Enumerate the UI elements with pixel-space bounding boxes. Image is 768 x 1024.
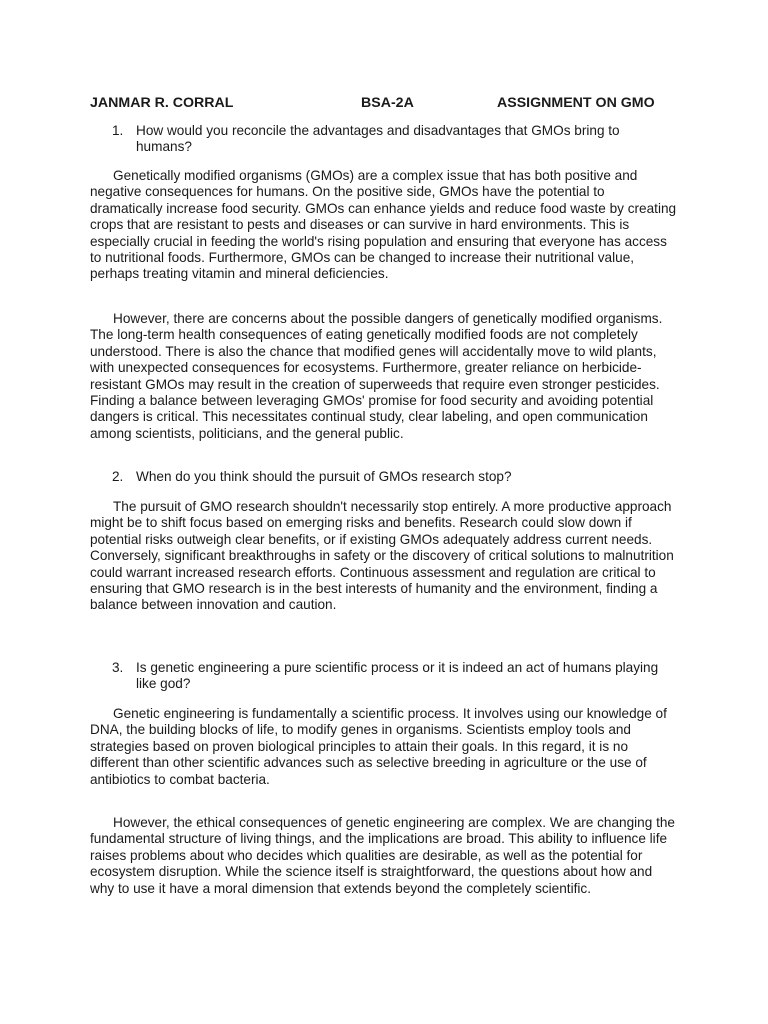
assignment-title: ASSIGNMENT ON GMO — [497, 95, 655, 111]
document-header — [90, 94, 690, 112]
answer-paragraph: Genetically modified organisms (GMOs) are a complex issue that has both positive and negative consequences for humans. On the positive side, GMOs have the potential to dramatically increase food security. GMOs can enhance yields and reduce food waste by creating crops that are resistant to pests and diseases or can survive in hard environments. This is especially crucial in feeding the world's rising population and ensuring that everyone has access to nutritional foods. Furthermore, GMOs can be changed to increase their nutritional value, perhaps treating vitamin and mineral deficiencies. — [90, 168, 677, 282]
question-number: 3. — [112, 660, 124, 675]
answer-paragraph: The pursuit of GMO research shouldn't necessarily stop entirely. A more productive approach might be to shift focus based on emerging risks and benefits. Research could slow down if potential risks outweigh clear benefits, or if existing GMOs adequately address current needs. Conversely, significant breakthroughs in safety or the discovery of critical solutions to malnutrition could warrant increased research efforts. Continuous assessment and regulation are critical to ensuring that GMO research is in the best interests of humanity and the environment, finding a balance between innovation and caution. — [90, 499, 674, 613]
answer-paragraph: However, there are concerns about the possible dangers of genetically modified organisms. The long-term health consequences of eating genetically modified foods are not completely understood. There is also the chance that modified genes will accidentally move to wild plants, with unexpected consequences for ecosystems. Furthermore, greater reliance on herbicide-resistant GMOs may result in the creation of superweeds that require even stronger pesticides. Finding a balance between leveraging GMOs' promise for food security and avoiding potential dangers is critical. This necessitates continual study, clear labeling, and open communication among scientists, politicians, and the general public. — [90, 311, 663, 441]
question-1 — [112, 123, 672, 156]
question-number: 1. — [112, 123, 124, 138]
question-text: Is genetic engineering a pure scientific process or it is indeed an act of humans playing like god? — [136, 660, 659, 692]
question-number: 2. — [112, 469, 124, 484]
question-text: How would you reconcile the advantages and disadvantages that GMOs bring to humans? — [136, 123, 620, 155]
answer-paragraph: Genetic engineering is fundamentally a scientific process. It involves using our knowledge of DNA, the building blocks of life, to modify genes in organisms. Scientists employ tools and strategies based on proven biological principles to attain their goals. In this regard, it is no different than other scientific advances such as selective breeding in agriculture or the use of antibiotics to combat bacteria. — [90, 706, 667, 787]
answer-paragraph: However, the ethical consequences of genetic engineering are complex. We are changing the fundamental structure of living things, and the implications are broad. This ability to influence life raises problems about who decides which qualities are desirable, as well as the potential for ecosystem disruption. While the science itself is straightforward, the questions about how and why to use it have a moral dimension that extends beyond the completely scientific. — [90, 815, 675, 896]
question-2 — [112, 469, 672, 485]
question-text: When do you think should the pursuit of GMOs research stop? — [136, 469, 512, 484]
student-section: BSA-2A — [361, 95, 414, 111]
student-name: JANMAR R. CORRAL — [90, 95, 234, 111]
question-3 — [112, 660, 672, 693]
